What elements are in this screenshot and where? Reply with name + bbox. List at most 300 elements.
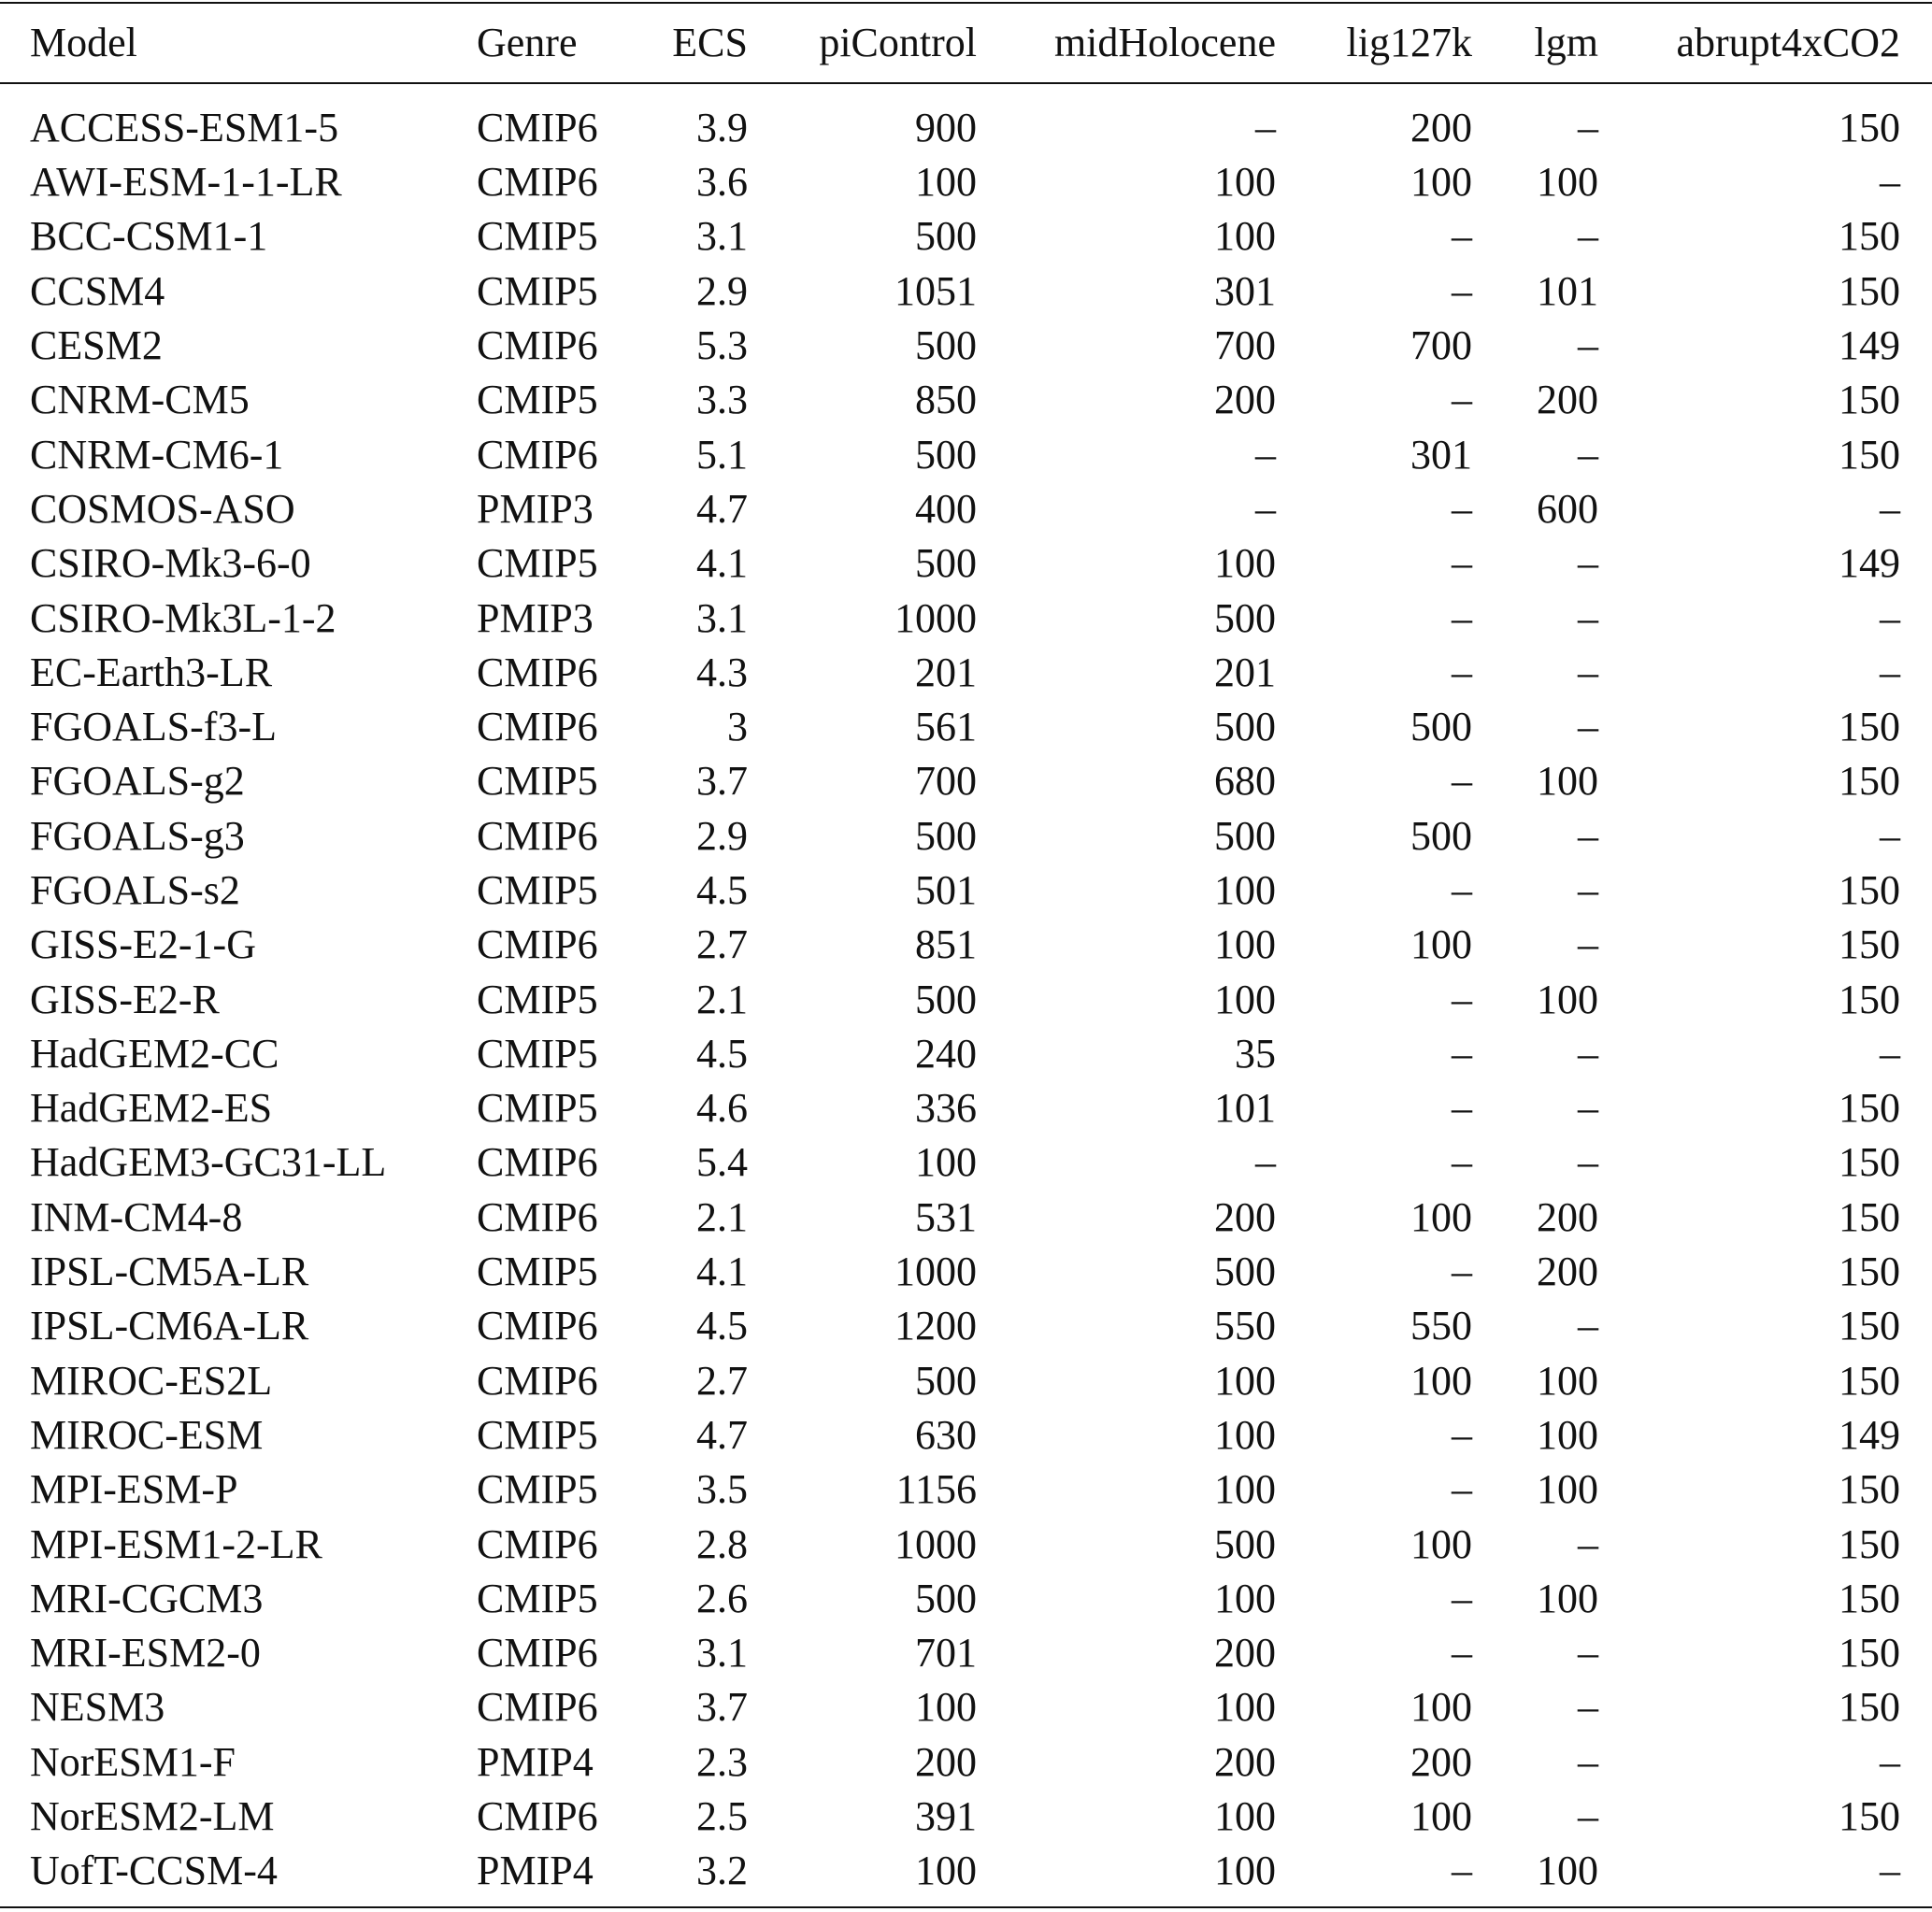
cell-lgm: – xyxy=(1578,921,1598,968)
cell-model: MIROC-ES2L xyxy=(30,1357,273,1404)
cell-abrupt4xco2: 150 xyxy=(1839,267,1900,314)
cell-abrupt4xco2: – xyxy=(1880,649,1900,695)
cell-lgm: – xyxy=(1578,1684,1598,1731)
cell-abrupt4xco2: 150 xyxy=(1839,1085,1900,1132)
cell-midholocene: 500 xyxy=(1214,704,1276,750)
cell-lgm: – xyxy=(1578,213,1598,260)
cell-lig127k: 200 xyxy=(1410,1738,1472,1785)
cell-ecs: 4.5 xyxy=(696,1303,748,1349)
cell-midholocene: 100 xyxy=(1214,867,1276,913)
cell-lgm: 100 xyxy=(1537,1466,1598,1513)
cell-lig127k: 100 xyxy=(1410,159,1472,206)
cell-lgm: – xyxy=(1578,812,1598,859)
cell-lig127k: – xyxy=(1452,1466,1472,1513)
cell-ecs: 2.1 xyxy=(696,976,748,1022)
cell-genre: CMIP6 xyxy=(477,1193,598,1240)
cell-midholocene: 100 xyxy=(1214,1575,1276,1621)
cell-lgm: 101 xyxy=(1537,267,1598,314)
table-row xyxy=(0,754,1932,808)
cell-abrupt4xco2: 149 xyxy=(1839,322,1900,369)
cell-midholocene: 100 xyxy=(1214,540,1276,587)
cell-lig127k: – xyxy=(1452,594,1472,641)
header-lgm: lgm xyxy=(1534,19,1598,65)
cell-midholocene: 500 xyxy=(1214,812,1276,859)
cell-picontrol: 500 xyxy=(915,1575,977,1621)
cell-abrupt4xco2: 150 xyxy=(1839,105,1900,150)
cell-genre: CMIP5 xyxy=(477,1249,598,1295)
cell-midholocene: 100 xyxy=(1214,1848,1276,1894)
cell-abrupt4xco2: 150 xyxy=(1839,1684,1900,1731)
cell-picontrol: 1000 xyxy=(894,1249,977,1295)
cell-picontrol: 531 xyxy=(915,1193,977,1240)
cell-ecs: 2.9 xyxy=(696,267,748,314)
cell-midholocene: 500 xyxy=(1214,1249,1276,1295)
table-row xyxy=(0,319,1932,373)
cell-ecs: 3.2 xyxy=(696,1848,748,1894)
cell-model: INM-CM4-8 xyxy=(30,1193,243,1240)
table-row xyxy=(0,536,1932,591)
cell-picontrol: 240 xyxy=(915,1030,977,1077)
cell-abrupt4xco2: 150 xyxy=(1839,1630,1900,1677)
cell-abrupt4xco2: – xyxy=(1880,1848,1900,1894)
header-model: Model xyxy=(30,19,137,65)
table-row xyxy=(0,1245,1932,1299)
cell-ecs: 4.6 xyxy=(696,1085,748,1132)
cell-abrupt4xco2: 150 xyxy=(1839,1466,1900,1513)
table-row xyxy=(0,809,1932,863)
cell-genre: CMIP6 xyxy=(477,431,598,478)
cell-genre: PMIP4 xyxy=(477,1848,594,1894)
cell-lgm: – xyxy=(1578,649,1598,695)
cell-lgm: 200 xyxy=(1537,1193,1598,1240)
cell-lgm: 100 xyxy=(1537,1411,1598,1458)
table-row xyxy=(0,646,1932,700)
cell-picontrol: 500 xyxy=(915,1357,977,1404)
cell-lgm: – xyxy=(1578,431,1598,478)
cell-lig127k: 100 xyxy=(1410,1684,1472,1731)
cell-model: UofT-CCSM-4 xyxy=(30,1848,278,1894)
cell-ecs: 4.1 xyxy=(696,540,748,587)
cell-lig127k: 100 xyxy=(1410,921,1472,968)
cell-midholocene: – xyxy=(1255,485,1276,532)
cell-picontrol: 100 xyxy=(915,1684,977,1731)
cell-genre: CMIP6 xyxy=(477,1357,598,1404)
cell-midholocene: – xyxy=(1255,1139,1276,1186)
table-row xyxy=(0,209,1932,264)
header-picontrol: piControl xyxy=(819,19,977,65)
cell-genre: CMIP6 xyxy=(477,812,598,859)
cell-lig127k: – xyxy=(1452,377,1472,423)
cell-genre: CMIP6 xyxy=(477,159,598,206)
cell-ecs: 5.1 xyxy=(696,431,748,478)
cell-genre: CMIP5 xyxy=(477,867,598,913)
cell-genre: PMIP3 xyxy=(477,594,594,641)
cell-midholocene: 35 xyxy=(1235,1030,1276,1077)
cell-ecs: 3.1 xyxy=(696,1630,748,1677)
table-row xyxy=(0,700,1932,754)
cell-abrupt4xco2: – xyxy=(1880,812,1900,859)
cell-midholocene: 200 xyxy=(1214,377,1276,423)
cell-lig127k: – xyxy=(1452,540,1472,587)
cell-picontrol: 500 xyxy=(915,431,977,478)
cell-model: CNRM-CM5 xyxy=(30,377,250,423)
cell-picontrol: 630 xyxy=(915,1411,977,1458)
cell-abrupt4xco2: 150 xyxy=(1839,1520,1900,1567)
cell-lig127k: – xyxy=(1452,1249,1472,1295)
cell-genre: CMIP5 xyxy=(477,1575,598,1621)
cell-lgm: 100 xyxy=(1537,159,1598,206)
cell-genre: CMIP5 xyxy=(477,377,598,423)
cell-lig127k: – xyxy=(1452,1030,1472,1077)
cell-lig127k: 200 xyxy=(1410,105,1472,150)
table-row xyxy=(0,1081,1932,1135)
cell-model: COSMOS-ASO xyxy=(30,485,295,532)
cell-midholocene: 100 xyxy=(1214,1357,1276,1404)
cell-picontrol: 900 xyxy=(915,105,977,150)
cell-genre: CMIP5 xyxy=(477,213,598,260)
cell-genre: CMIP6 xyxy=(477,704,598,750)
cell-midholocene: – xyxy=(1255,431,1276,478)
cell-lgm: – xyxy=(1578,704,1598,750)
header-genre: Genre xyxy=(477,19,578,65)
cell-lgm: – xyxy=(1578,540,1598,587)
cell-model: FGOALS-f3-L xyxy=(30,704,277,750)
cell-genre: CMIP5 xyxy=(477,1466,598,1513)
table-row xyxy=(0,1790,1932,1844)
cell-midholocene: 201 xyxy=(1214,649,1276,695)
table-row xyxy=(0,1027,1932,1081)
cell-model: HadGEM2-CC xyxy=(30,1030,279,1077)
cell-lgm: – xyxy=(1578,594,1598,641)
cell-picontrol: 561 xyxy=(915,704,977,750)
cell-midholocene: 100 xyxy=(1214,976,1276,1022)
cell-abrupt4xco2: 150 xyxy=(1839,1793,1900,1840)
cell-ecs: 2.5 xyxy=(696,1793,748,1840)
cell-picontrol: 700 xyxy=(915,758,977,805)
cell-genre: PMIP4 xyxy=(477,1738,594,1785)
cell-genre: CMIP5 xyxy=(477,267,598,314)
cell-genre: PMIP3 xyxy=(477,485,594,532)
cell-midholocene: 200 xyxy=(1214,1193,1276,1240)
cell-abrupt4xco2: 150 xyxy=(1839,1139,1900,1186)
cell-ecs: 3.1 xyxy=(696,594,748,641)
header-ecs: ECS xyxy=(672,19,748,65)
cell-ecs: 4.5 xyxy=(696,1030,748,1077)
cell-midholocene: 500 xyxy=(1214,1520,1276,1567)
cell-ecs: 2.7 xyxy=(696,921,748,968)
cell-model: CSIRO-Mk3-6-0 xyxy=(30,540,311,587)
cell-lig127k: 301 xyxy=(1410,431,1472,478)
cell-model: GISS-E2-R xyxy=(30,976,220,1022)
cell-genre: CMIP5 xyxy=(477,976,598,1022)
cell-lig127k: – xyxy=(1452,1085,1472,1132)
cell-picontrol: 391 xyxy=(915,1793,977,1840)
header-midholocene: midHolocene xyxy=(1053,19,1276,65)
cell-lgm: – xyxy=(1578,1303,1598,1349)
header-lig127k: lig127k xyxy=(1346,19,1472,65)
cell-midholocene: 550 xyxy=(1214,1303,1276,1349)
cell-ecs: 3.3 xyxy=(696,377,748,423)
cell-genre: CMIP6 xyxy=(477,1139,598,1186)
cell-picontrol: 100 xyxy=(915,159,977,206)
cell-lgm: – xyxy=(1578,1520,1598,1567)
cell-lig127k: 550 xyxy=(1410,1303,1472,1349)
cell-ecs: 4.7 xyxy=(696,1411,748,1458)
cell-genre: CMIP6 xyxy=(477,1303,598,1349)
cell-lig127k: – xyxy=(1452,758,1472,805)
cell-lgm: – xyxy=(1578,1085,1598,1132)
cell-ecs: 4.7 xyxy=(696,485,748,532)
table-row xyxy=(0,1354,1932,1408)
cell-lig127k: – xyxy=(1452,1848,1472,1894)
table-row xyxy=(0,1463,1932,1517)
cell-genre: CMIP6 xyxy=(477,1684,598,1731)
cell-lgm: – xyxy=(1578,1139,1598,1186)
cell-ecs: 2.7 xyxy=(696,1357,748,1404)
table-row xyxy=(0,1299,1932,1353)
cell-model: IPSL-CM5A-LR xyxy=(30,1249,309,1295)
table-row xyxy=(0,1572,1932,1626)
cell-picontrol: 1156 xyxy=(895,1466,977,1513)
cell-model: CCSM4 xyxy=(30,267,165,314)
cell-genre: CMIP6 xyxy=(477,1520,598,1567)
cell-abrupt4xco2: 150 xyxy=(1839,758,1900,805)
cell-abrupt4xco2: 150 xyxy=(1839,1357,1900,1404)
cell-lig127k: 500 xyxy=(1410,704,1472,750)
cell-abrupt4xco2: 150 xyxy=(1839,1193,1900,1240)
cell-lgm: – xyxy=(1578,1738,1598,1785)
cell-lig127k: – xyxy=(1452,867,1472,913)
cell-genre: CMIP6 xyxy=(477,322,598,369)
cell-abrupt4xco2: 150 xyxy=(1839,976,1900,1022)
cell-model: EC-Earth3-LR xyxy=(30,649,273,695)
cell-picontrol: 500 xyxy=(915,213,977,260)
table-row xyxy=(0,1408,1932,1463)
cell-abrupt4xco2: 149 xyxy=(1839,1411,1900,1458)
cell-midholocene: 100 xyxy=(1214,1411,1276,1458)
cell-ecs: 2.9 xyxy=(696,812,748,859)
cell-abrupt4xco2: – xyxy=(1880,485,1900,532)
cell-lig127k: – xyxy=(1452,1411,1472,1458)
cell-picontrol: 500 xyxy=(915,976,977,1022)
cell-lig127k: 100 xyxy=(1410,1357,1472,1404)
cell-abrupt4xco2: 150 xyxy=(1839,431,1900,478)
cell-abrupt4xco2: 150 xyxy=(1839,867,1900,913)
cell-model: CNRM-CM6-1 xyxy=(30,431,284,478)
cell-model: MRI-ESM2-0 xyxy=(30,1630,261,1677)
cell-picontrol: 501 xyxy=(915,867,977,913)
cell-lig127k: – xyxy=(1452,1630,1472,1677)
cell-ecs: 3 xyxy=(727,704,748,750)
cell-midholocene: – xyxy=(1255,105,1276,150)
cell-lgm: 600 xyxy=(1537,485,1598,532)
cell-picontrol: 500 xyxy=(915,812,977,859)
cell-lgm: – xyxy=(1578,867,1598,913)
cell-ecs: 4.3 xyxy=(696,649,748,695)
cell-model: IPSL-CM6A-LR xyxy=(30,1303,309,1349)
cell-model: ACCESS-ESM1-5 xyxy=(30,105,339,150)
table-body xyxy=(0,84,1932,1899)
cell-midholocene: 301 xyxy=(1214,267,1276,314)
cell-picontrol: 1000 xyxy=(894,594,977,641)
cell-lig127k: – xyxy=(1452,213,1472,260)
cell-midholocene: 100 xyxy=(1214,213,1276,260)
cell-midholocene: 680 xyxy=(1214,758,1276,805)
cell-ecs: 2.1 xyxy=(696,1193,748,1240)
cell-picontrol: 100 xyxy=(915,1139,977,1186)
table-row xyxy=(0,482,1932,536)
cell-midholocene: 100 xyxy=(1214,1466,1276,1513)
cell-abrupt4xco2: 150 xyxy=(1839,213,1900,260)
cell-midholocene: 700 xyxy=(1214,322,1276,369)
table-row xyxy=(0,918,1932,972)
cell-ecs: 4.1 xyxy=(696,1249,748,1295)
cell-abrupt4xco2: 150 xyxy=(1839,1249,1900,1295)
cell-picontrol: 1051 xyxy=(894,267,977,314)
cell-model: BCC-CSM1-1 xyxy=(30,213,268,260)
table-row xyxy=(0,863,1932,918)
cell-lgm: 100 xyxy=(1537,976,1598,1022)
cell-midholocene: 100 xyxy=(1214,1793,1276,1840)
cell-lgm: – xyxy=(1578,1793,1598,1840)
table-row xyxy=(0,1844,1932,1898)
table-row xyxy=(0,1517,1932,1571)
cell-lig127k: 100 xyxy=(1410,1793,1472,1840)
cell-genre: CMIP6 xyxy=(477,649,598,695)
cell-model: NESM3 xyxy=(30,1684,165,1731)
cell-genre: CMIP5 xyxy=(477,758,598,805)
cell-lig127k: – xyxy=(1452,649,1472,695)
table-row xyxy=(0,427,1932,481)
cell-picontrol: 851 xyxy=(915,921,977,968)
cell-ecs: 3.1 xyxy=(696,213,748,260)
table-row xyxy=(0,155,1932,209)
cell-lgm: – xyxy=(1578,322,1598,369)
cell-lig127k: 100 xyxy=(1410,1193,1472,1240)
cell-ecs: 5.4 xyxy=(696,1139,748,1186)
cell-model: NorESM2-LM xyxy=(30,1793,275,1840)
table-row xyxy=(0,373,1932,427)
cell-ecs: 3.7 xyxy=(696,1684,748,1731)
cell-midholocene: 500 xyxy=(1214,594,1276,641)
cell-genre: CMIP6 xyxy=(477,105,598,150)
cell-midholocene: 100 xyxy=(1214,159,1276,206)
cell-lgm: 100 xyxy=(1537,758,1598,805)
cell-model: FGOALS-g2 xyxy=(30,758,245,805)
cell-picontrol: 200 xyxy=(915,1738,977,1785)
cell-model: MPI-ESM-P xyxy=(30,1466,238,1513)
cell-abrupt4xco2: 150 xyxy=(1839,377,1900,423)
table-header-row xyxy=(0,0,1932,84)
cell-ecs: 2.3 xyxy=(696,1738,748,1785)
cell-picontrol: 100 xyxy=(915,1848,977,1894)
cell-genre: CMIP6 xyxy=(477,921,598,968)
cell-lig127k: – xyxy=(1452,1575,1472,1621)
cell-picontrol: 701 xyxy=(915,1630,977,1677)
cell-model: NorESM1-F xyxy=(30,1738,236,1785)
cell-lgm: – xyxy=(1578,1630,1598,1677)
cell-model: MRI-CGCM3 xyxy=(30,1575,264,1621)
cell-midholocene: 100 xyxy=(1214,921,1276,968)
table-row xyxy=(0,84,1932,155)
table-row xyxy=(0,1735,1932,1790)
cell-abrupt4xco2: 150 xyxy=(1839,1303,1900,1349)
cell-abrupt4xco2: – xyxy=(1880,1738,1900,1785)
cell-model: FGOALS-g3 xyxy=(30,812,245,859)
cell-picontrol: 201 xyxy=(915,649,977,695)
cell-ecs: 3.6 xyxy=(696,159,748,206)
cell-midholocene: 200 xyxy=(1214,1630,1276,1677)
cell-lig127k: 700 xyxy=(1410,322,1472,369)
cell-model: GISS-E2-1-G xyxy=(30,921,256,968)
cell-picontrol: 400 xyxy=(915,485,977,532)
header-abrupt4xco2: abrupt4xCO2 xyxy=(1676,19,1900,65)
cell-ecs: 3.5 xyxy=(696,1466,748,1513)
cell-lgm: 200 xyxy=(1537,1249,1598,1295)
cell-ecs: 2.8 xyxy=(696,1520,748,1567)
cell-genre: CMIP5 xyxy=(477,1411,598,1458)
cell-lgm: 100 xyxy=(1537,1575,1598,1621)
cell-lig127k: – xyxy=(1452,485,1472,532)
cell-model: AWI-ESM-1-1-LR xyxy=(30,159,342,206)
cell-abrupt4xco2: 150 xyxy=(1839,921,1900,968)
cell-abrupt4xco2: 149 xyxy=(1839,540,1900,587)
table-bottom-rule xyxy=(0,1906,1932,1908)
table-row xyxy=(0,264,1932,319)
cell-abrupt4xco2: 150 xyxy=(1839,1575,1900,1621)
cell-picontrol: 1000 xyxy=(894,1520,977,1567)
cell-abrupt4xco2: – xyxy=(1880,1030,1900,1077)
table-row xyxy=(0,1626,1932,1680)
cell-picontrol: 1200 xyxy=(894,1303,977,1349)
cell-model: MPI-ESM1-2-LR xyxy=(30,1520,322,1567)
cell-lgm: 100 xyxy=(1537,1357,1598,1404)
cell-model: FGOALS-s2 xyxy=(30,867,240,913)
table-row xyxy=(0,591,1932,645)
cell-lig127k: – xyxy=(1452,1139,1472,1186)
cell-genre: CMIP5 xyxy=(477,1085,598,1132)
table-row xyxy=(0,1680,1932,1734)
cell-lgm: – xyxy=(1578,105,1598,150)
cell-abrupt4xco2: – xyxy=(1880,159,1900,206)
cell-ecs: 3.7 xyxy=(696,758,748,805)
cell-genre: CMIP6 xyxy=(477,1630,598,1677)
cell-lig127k: 100 xyxy=(1410,1520,1472,1567)
cell-lgm: 200 xyxy=(1537,377,1598,423)
table-row xyxy=(0,1191,1932,1245)
cell-model: CESM2 xyxy=(30,322,163,369)
cell-picontrol: 336 xyxy=(915,1085,977,1132)
cell-picontrol: 500 xyxy=(915,322,977,369)
cell-midholocene: 101 xyxy=(1214,1085,1276,1132)
cell-genre: CMIP5 xyxy=(477,1030,598,1077)
cell-model: HadGEM3-GC31-LL xyxy=(30,1139,387,1186)
cell-picontrol: 500 xyxy=(915,540,977,587)
cell-picontrol: 850 xyxy=(915,377,977,423)
cell-midholocene: 100 xyxy=(1214,1684,1276,1731)
cell-lig127k: – xyxy=(1452,267,1472,314)
cell-abrupt4xco2: 150 xyxy=(1839,704,1900,750)
cell-abrupt4xco2: – xyxy=(1880,594,1900,641)
cell-ecs: 2.6 xyxy=(696,1575,748,1621)
cell-genre: CMIP5 xyxy=(477,540,598,587)
cell-lgm: 100 xyxy=(1537,1848,1598,1894)
table-row xyxy=(0,972,1932,1026)
cell-ecs: 3.9 xyxy=(696,105,748,150)
cell-lig127k: 500 xyxy=(1410,812,1472,859)
cell-model: MIROC-ESM xyxy=(30,1411,264,1458)
table-row xyxy=(0,1135,1932,1190)
